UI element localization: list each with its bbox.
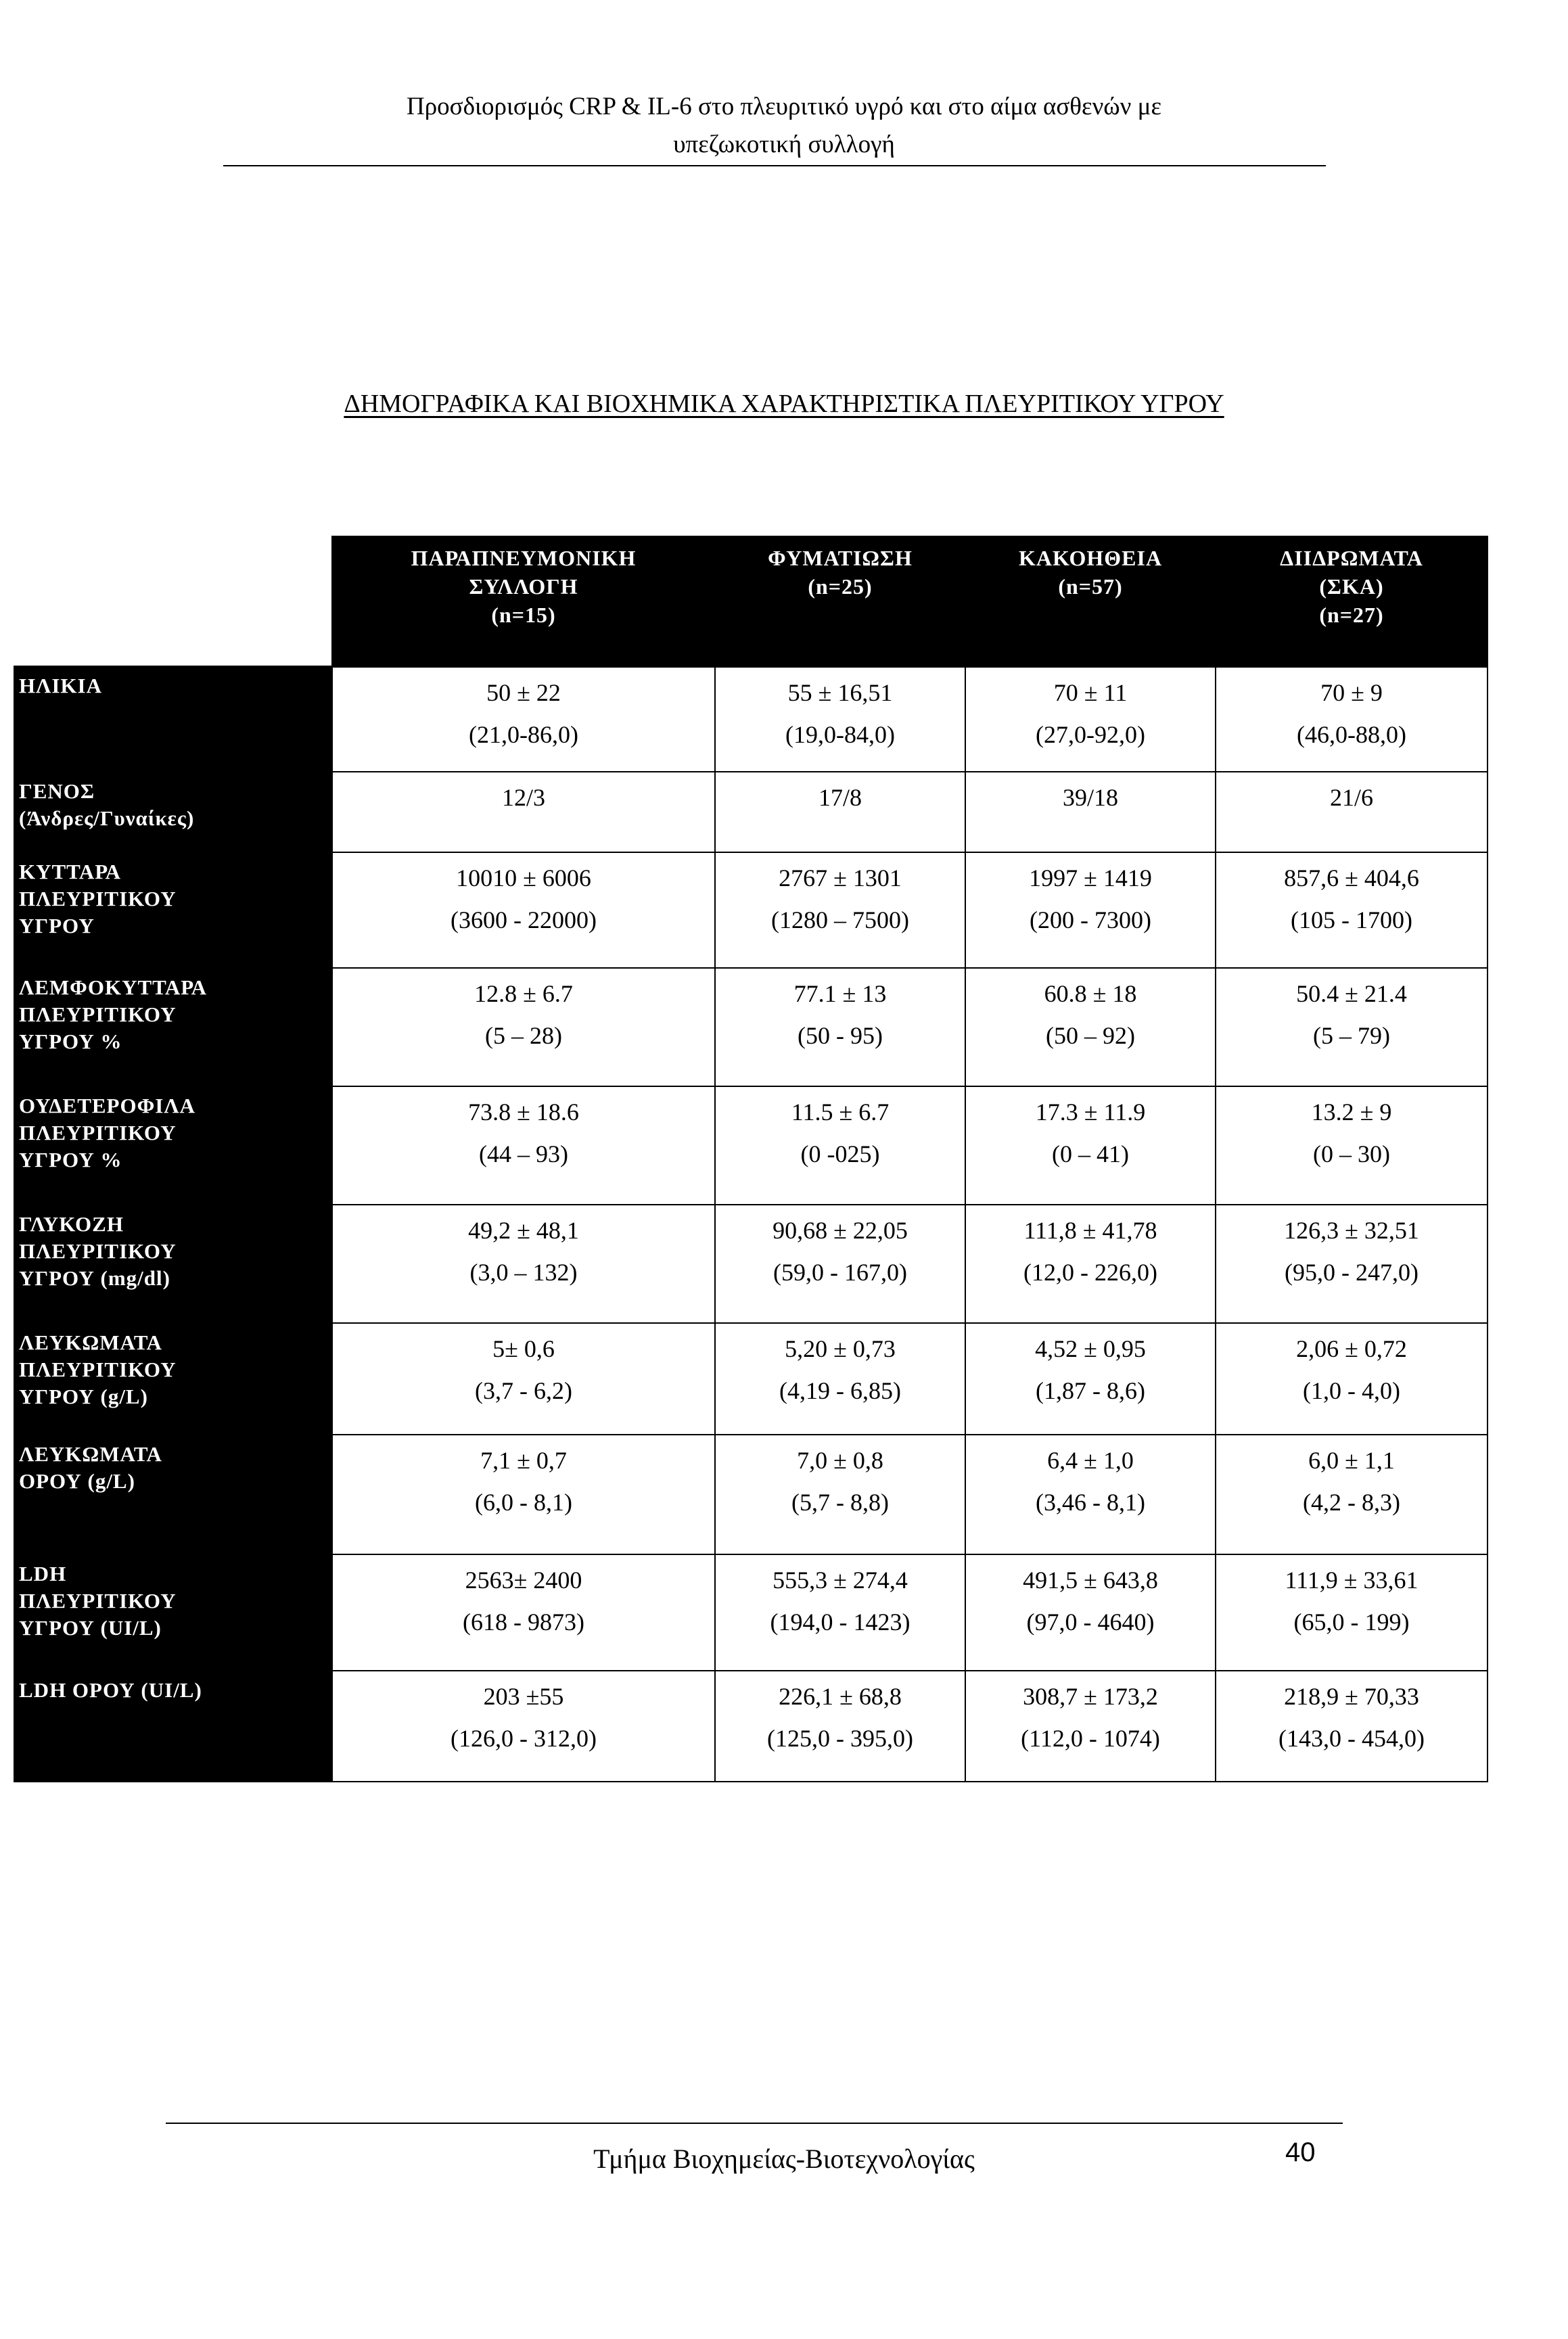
table-cell: 10010 ± 6006 (3600 - 22000) <box>332 852 715 968</box>
column-header-parapneumonic: ΠΑΡΑΠΝΕΥΜΟΝΙΚΗ ΣΥΛΛΟΓΗ (n=15) <box>332 536 715 666</box>
table-cell: 111,8 ± 41,78 (12,0 - 226,0) <box>965 1205 1216 1323</box>
table-row <box>14 1554 1488 1671</box>
row-label-serum-ldh: LDH ΟΡΟΥ (UI/L) <box>14 1671 332 1782</box>
page-number: 40 <box>1285 2137 1316 2167</box>
table-row <box>14 1323 1488 1435</box>
column-header-malignancy: ΚΑΚΟΗΘΕΙΑ (n=57) <box>965 536 1216 666</box>
running-header-line-1: Προσδιορισμός CRP & IL-6 στο πλευριτικό υγρό και στο αίμα ασθενών με <box>406 93 1162 120</box>
table-cell: 218,9 ± 70,33 (143,0 - 454,0) <box>1216 1671 1488 1782</box>
column-header-tuberculosis: ΦΥΜΑΤΙΩΣΗ (n=25) <box>715 536 965 666</box>
table-cell: 111,9 ± 33,61 (65,0 - 199) <box>1216 1554 1488 1671</box>
table-cell: 50 ± 22 (21,0-86,0) <box>332 666 715 772</box>
table-cell: 308,7 ± 173,2 (112,0 - 1074) <box>965 1671 1216 1782</box>
table-cell: 491,5 ± 643,8 (97,0 - 4640) <box>965 1554 1216 1671</box>
table-cell: 5,20 ± 0,73 (4,19 - 6,85) <box>715 1323 965 1435</box>
table-cell: 6,0 ± 1,1 (4,2 - 8,3) <box>1216 1435 1488 1554</box>
row-label-pleural-ldh: LDH ΠΛΕΥΡΙΤΙΚΟΥ ΥΓΡΟΥ (UI/L) <box>14 1554 332 1671</box>
table-row <box>14 1435 1488 1554</box>
table-cell: 12/3 <box>332 772 715 852</box>
table-container <box>14 536 1488 1782</box>
row-label-lymphocytes: ΛΕΜΦΟΚΥΤΤΑΡΑ ΠΛΕΥΡΙΤΙΚΟΥ ΥΓΡΟΥ % <box>14 968 332 1086</box>
table-cell: 70 ± 9 (46,0-88,0) <box>1216 666 1488 772</box>
row-label-gender: ΓΕΝΟΣ (Άνδρες/Γυναίκες) <box>14 772 332 852</box>
table-cell: 857,6 ± 404,6 (105 - 1700) <box>1216 852 1488 968</box>
table-cell: 50.4 ± 21.4 (5 – 79) <box>1216 968 1488 1086</box>
row-label-age: ΗΛΙΚΙΑ <box>14 666 332 772</box>
table-row <box>14 1205 1488 1323</box>
table-cell: 7,0 ± 0,8 (5,7 - 8,8) <box>715 1435 965 1554</box>
footer-rule <box>166 2123 1343 2124</box>
row-label-glucose: ΓΛΥΚΟΖΗ ΠΛΕΥΡΙΤΙΚΟΥ ΥΓΡΟΥ (mg/dl) <box>14 1205 332 1323</box>
row-label-neutrophils: ΟΥΔΕΤΕΡΟΦΙΛΑ ΠΛΕΥΡΙΤΙΚΟΥ ΥΓΡΟΥ % <box>14 1086 332 1205</box>
table-row <box>14 1086 1488 1205</box>
table-cell: 17/8 <box>715 772 965 852</box>
table-corner-cell <box>14 536 332 666</box>
table-row <box>14 1671 1488 1782</box>
table-cell: 70 ± 11 (27,0-92,0) <box>965 666 1216 772</box>
table-cell: 2,06 ± 0,72 (1,0 - 4,0) <box>1216 1323 1488 1435</box>
table-cell: 2767 ± 1301 (1280 – 7500) <box>715 852 965 968</box>
table-cell: 60.8 ± 18 (50 – 92) <box>965 968 1216 1086</box>
row-label-pleural-cells: ΚΥΤΤΑΡΑ ΠΛΕΥΡΙΤΙΚΟΥ ΥΓΡΟΥ <box>14 852 332 968</box>
running-header-line-2: υπεζωκοτική συλλογή <box>673 131 895 158</box>
table-cell: 39/18 <box>965 772 1216 852</box>
table-cell: 1997 ± 1419 (200 - 7300) <box>965 852 1216 968</box>
table-cell: 226,1 ± 68,8 (125,0 - 395,0) <box>715 1671 965 1782</box>
table-cell: 13.2 ± 9 (0 – 30) <box>1216 1086 1488 1205</box>
data-table <box>14 536 1488 1782</box>
table-row <box>14 772 1488 852</box>
running-header <box>0 88 1568 164</box>
table-cell: 4,52 ± 0,95 (1,87 - 8,6) <box>965 1323 1216 1435</box>
table-row <box>14 852 1488 968</box>
section-title: ΔΗΜΟΓΡΑΦΙΚΑ ΚΑΙ ΒΙΟΧΗΜΙΚΑ ΧΑΡΑΚΤΗΡΙΣΤΙΚΑ ΠΛΕΥΡΙΤΙΚΟΥ ΥΓΡΟΥ <box>344 390 1224 418</box>
table-cell: 12.8 ± 6.7 (5 – 28) <box>332 968 715 1086</box>
header-rule <box>223 165 1326 166</box>
table-cell: 49,2 ± 48,1 (3,0 – 132) <box>332 1205 715 1323</box>
table-cell: 90,68 ± 22,05 (59,0 - 167,0) <box>715 1205 965 1323</box>
table-cell: 126,3 ± 32,51 (95,0 - 247,0) <box>1216 1205 1488 1323</box>
table-header-row <box>14 536 1488 666</box>
table-row <box>14 666 1488 772</box>
footer-department: Τμήμα Βιοχημείας-Βιοτεχνολογίας <box>593 2144 975 2174</box>
row-label-serum-protein: ΛΕΥΚΩΜΑΤΑ ΟΡΟΥ (g/L) <box>14 1435 332 1554</box>
table-cell: 6,4 ± 1,0 (3,46 - 8,1) <box>965 1435 1216 1554</box>
table-cell: 555,3 ± 274,4 (194,0 - 1423) <box>715 1554 965 1671</box>
row-label-pleural-protein: ΛΕΥΚΩΜΑΤΑ ΠΛΕΥΡΙΤΙΚΟΥ ΥΓΡΟΥ (g/L) <box>14 1323 332 1435</box>
table-cell: 17.3 ± 11.9 (0 – 41) <box>965 1086 1216 1205</box>
table-cell: 55 ± 16,51 (19,0-84,0) <box>715 666 965 772</box>
table-cell: 77.1 ± 13 (50 - 95) <box>715 968 965 1086</box>
table-cell: 21/6 <box>1216 772 1488 852</box>
table-cell: 5± 0,6 (3,7 - 6,2) <box>332 1323 715 1435</box>
table-cell: 7,1 ± 0,7 (6,0 - 8,1) <box>332 1435 715 1554</box>
table-cell: 203 ±55 (126,0 - 312,0) <box>332 1671 715 1782</box>
table-cell: 73.8 ± 18.6 (44 – 93) <box>332 1086 715 1205</box>
column-header-transudates: ΔΙΙΔΡΩΜΑΤΑ (ΣΚΑ) (n=27) <box>1216 536 1488 666</box>
table-cell: 11.5 ± 6.7 (0 -025) <box>715 1086 965 1205</box>
table-row <box>14 968 1488 1086</box>
table-cell: 2563± 2400 (618 - 9873) <box>332 1554 715 1671</box>
